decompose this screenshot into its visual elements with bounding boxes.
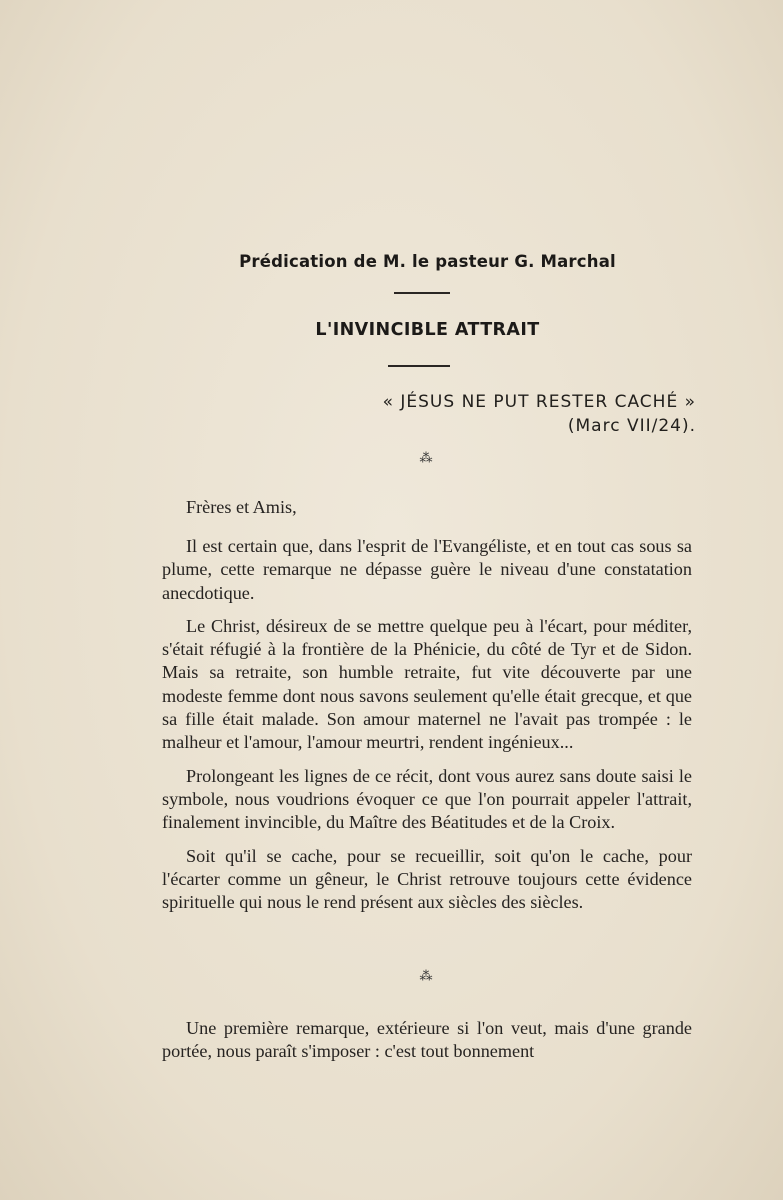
section-separator: ⁂ [419,968,433,983]
epigraph-reference: (Marc VII/24). [567,416,696,436]
section-separator: ⁂ [419,450,433,465]
sermon-body [162,535,692,924]
subtitle-rule [388,365,450,367]
salutation: Frères et Amis, [186,497,297,517]
paragraph: Une première remarque, extérieure si l'on veut, mais d'une grande portée, nous paraît s'imposer : c'est tout bonnement [162,1018,692,1062]
title-rule [394,292,450,294]
sermon-body-continued [162,1017,692,1074]
sermon-title: Prédication de M. le pasteur G. Marchal [239,252,616,271]
paragraph: Soit qu'il se cache, pour se recueillir, soit qu'on le cache, pour l'écarter comme un gêneur, le Christ retrouve toujours cette évidence spirituelle qui nous le rend présent aux siècles des siècles. [162,845,692,913]
epigraph-quote: « JÉSUS NE PUT RESTER CACHÉ » [382,392,696,412]
sermon-subtitle: L'INVINCIBLE ATTRAIT [315,320,540,340]
paragraph: Prolongeant les lignes de ce récit, dont vous aurez sans doute saisi le symbole, nous voudrions évoquer ce que l'on pourrait appeler l'attrait, finalement invincible, du Maître des Béatitudes et de la Croix. [162,765,692,833]
paragraph: Il est certain que, dans l'esprit de l'Evangéliste, et en tout cas sous sa plume, cette remarque ne dépasse guère le niveau d'une constatation anecdotique. [162,536,692,603]
paragraph: Le Christ, désireux de se mettre quelque peu à l'écart, pour méditer, s'était réfugié à la frontière de la Phénicie, du côté de Tyr et de Sidon. Mais sa retraite, son humble retraite, fut vite découverte par une modeste femme dont nous savons seulement qu'elle était grecque, et que sa fille était malade. Son amour maternel ne l'avait pas trompée : le malheur et l'amour, l'amour meurtri, rendent ingénieux... [162,615,692,753]
